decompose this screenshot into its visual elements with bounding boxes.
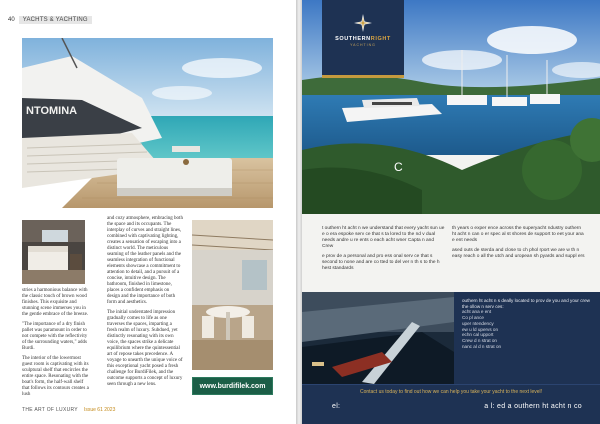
issue-label: Issue 61 2023 (83, 407, 116, 413)
contact-row (332, 403, 582, 410)
email-link[interactable]: a l: ed a outhern ht acht n co (484, 403, 582, 410)
compass-icon (354, 14, 372, 32)
logo-wordmark (335, 36, 391, 42)
service-item: nanc al d n strat on (462, 343, 502, 349)
paragraph: ased outs de sterda and close to ch phol rport we are w th n easy reach o all the utch and uropean sh pyards and suppl ers (452, 248, 585, 259)
paragraph: "The importance of a dry finish pallet was paramount in order to not compete with the reflectivity of the surrounding waters," adds Burdi. (22, 322, 88, 351)
website-link[interactable]: www.burdifilek.com (192, 377, 273, 395)
magazine-title: THE ART OF LUXURY (22, 407, 78, 413)
cta-message: Contact us today to find out how we can help you take your yacht to the next level! (359, 389, 543, 395)
logo-word-a: SOUTHERN (335, 36, 371, 42)
logo-word-b: RIGHT (370, 36, 391, 42)
ad-column-2 (452, 226, 586, 264)
paragraph: and cozy atmosphere, embracing both the space and its occupants. The interplay of curves and straight lines, combined with captivating lighting, creates a sensation of escaping into a distinct world. The meticulous seaming of the leather panels and the seamless integration of functional elements showcase a commitment to attention to detail, and a pursuit of a concise, intuitive design. The bathroom, finished in limestone, places a confident emphasis on design and the importance of both form and aesthetics. (107, 216, 183, 305)
hero-letter: C (394, 160, 403, 174)
paragraph: th years o exper ence across the superyacht ndustry outhern ht acht n can o er spec al st shores de support to eet your ana e ent needs (452, 226, 584, 243)
paragraph: The interior of the lowermost guest room is captivating with its sculptural shelf that encircles the entire space. Resonating with the boat's form, the half-wall shelf that follows its contours creates a lush (22, 356, 89, 397)
paragraph: e prov de a personal and pro ess onal serv ce that s second to none and are co tted to del ver n th s to the h hest standards (322, 254, 440, 271)
logo-accent-bar (322, 75, 404, 78)
ad-column-1 (322, 226, 446, 276)
article-column-1 (22, 288, 90, 402)
yacht-deck-photo (22, 38, 273, 208)
service-item: Crew d n strat on (462, 338, 497, 344)
right-page (302, 0, 600, 424)
svg-text:NTOMINA: NTOMINA (26, 105, 78, 117)
service-item: echn cal upport (462, 332, 494, 338)
services-intro: outhern ht acht n s deally located to prov de you and your crew the ollow n serv ces: (462, 298, 590, 309)
service-item: Co pl ance (462, 314, 484, 320)
company-logo (322, 0, 404, 78)
article-column-2 (107, 216, 183, 392)
dining-area-photo (192, 220, 273, 370)
logo-subtitle: YACHTING (350, 43, 376, 47)
guest-bedroom-photo (22, 220, 85, 284)
paragraph: stries a harmonious balance with the classic touch of brown wood finishes. This exquisite and stunning scene immerses you in the gentle embrace of the breeze. (22, 288, 89, 317)
service-item: uper ntendency (462, 320, 494, 326)
paragraph: The initial understated impression gradually comes to life as one traverses the spaces, imparting a fresh realm of luxury. Subdued, yet distinctly resonating with its own voice, the spaces strike a delicate equilibrium where the quintessential art of repose takes precedence. A voyage to unearth the unique voice of this exceptional yacht posed a fresh challenge for BurdiFilek, and the outcome supports a concept of luxury seen through a new lens. (107, 310, 183, 387)
service-item: acht ana e ent (462, 309, 492, 315)
paragraph: t outhern ht acht n we understand that every yacht sun ue e o era espoke serv ce that s ta lored to the nd v dual needs andre u re ents o each acht wner Capta n and Crew (322, 226, 445, 249)
page-footer (22, 407, 115, 413)
phone-label: el: (332, 403, 341, 410)
service-item: ew u ld upervs on (462, 326, 499, 332)
left-page (0, 0, 296, 424)
services-panel (454, 292, 600, 384)
section-label: YACHTS & YACHTING (19, 16, 92, 24)
contact-banner (302, 384, 600, 424)
page-header (8, 16, 92, 24)
superyacht-bow-photo (302, 292, 454, 384)
page-number: 40 (8, 17, 15, 23)
